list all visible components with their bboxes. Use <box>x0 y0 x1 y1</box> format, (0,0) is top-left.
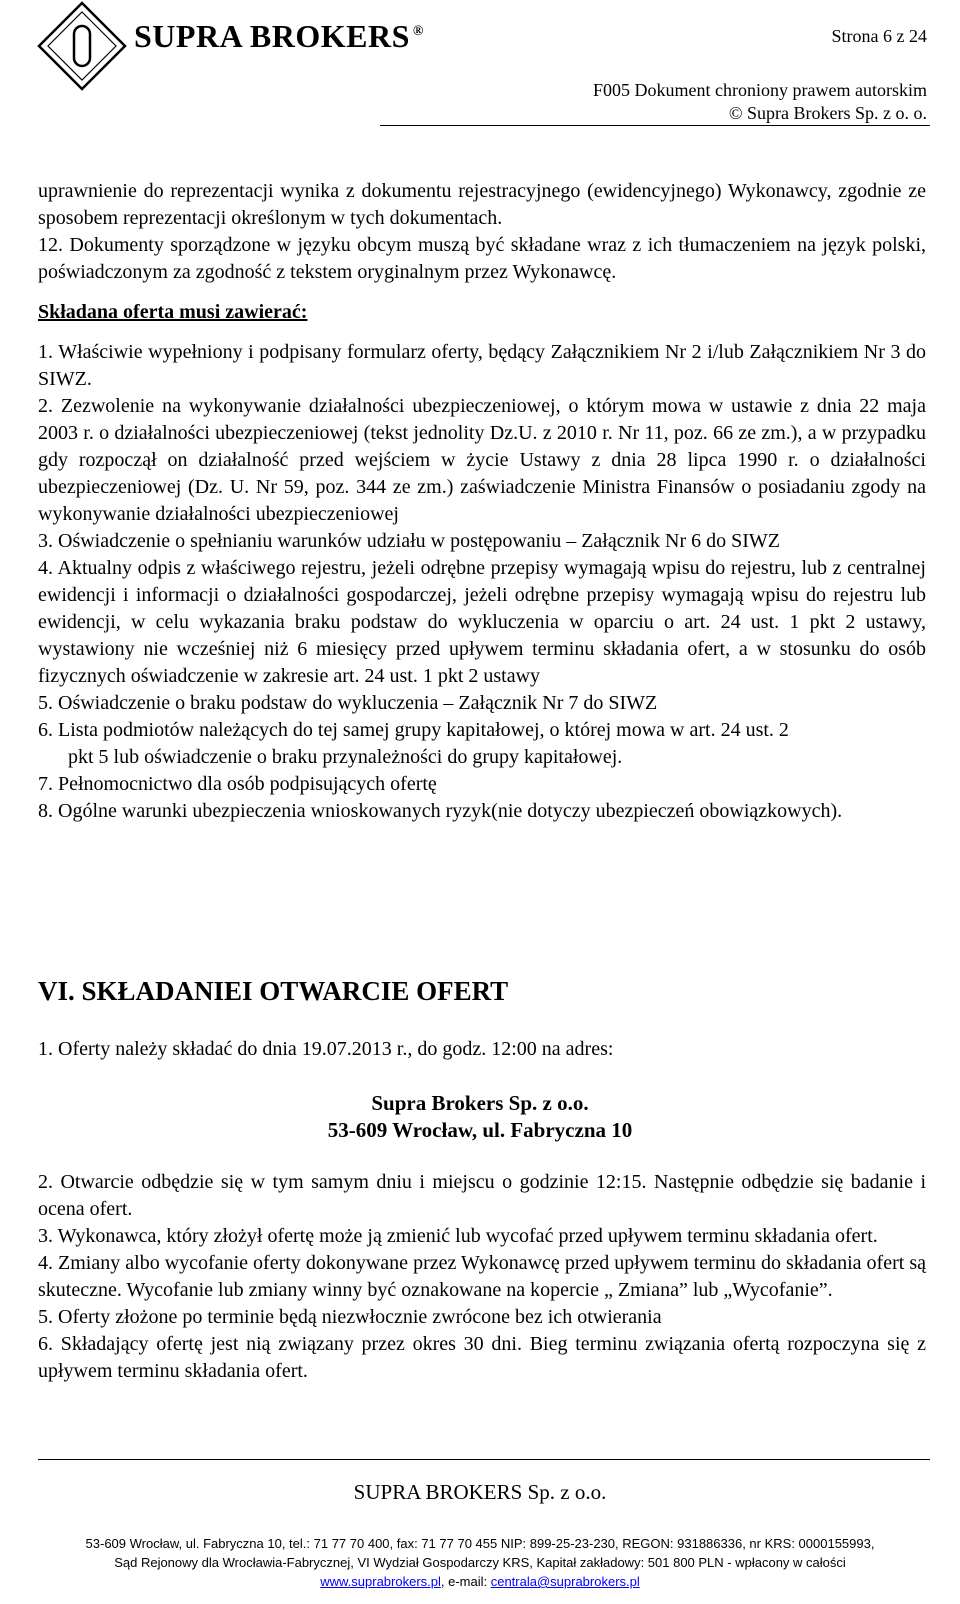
section-title: VI. SKŁADANIEI OTWARCIE OFERT <box>38 976 509 1006</box>
offer-item-6: 6. Lista podmiotów należących do tej samej grupy kapitałowej, o której mowa w art. 24 ust. 2 <box>38 719 789 741</box>
offer-item-5: 5. Oświadczenie o braku podstaw do wykluczenia – Załącznik Nr 7 do SIWZ <box>38 692 658 714</box>
copyright-owner: © Supra Brokers Sp. z o. o. <box>728 103 927 123</box>
section-item-3: 3. Wykonawca, który złożył ofertę może ją zmienić lub wycofać przed upływem terminu składania ofert. <box>38 1225 878 1247</box>
list-item-12: 12. Dokumenty sporządzone w języku obcym muszą być składane wraz z ich tłumaczeniem na język polski, poświadczonym za zgodność z tekstem oryginalnym przez Wykonawcę. <box>38 234 926 283</box>
footer-contact <box>0 1574 960 1589</box>
offer-requirements-heading: Składana oferta musi zawierać: <box>38 301 308 323</box>
footer-company: SUPRA BROKERS Sp. z o.o. <box>353 1480 607 1504</box>
registered-mark: ® <box>412 24 424 40</box>
brand-name: SUPRA BROKERS ® <box>134 18 424 54</box>
offer-item-2: 2. Zezwolenie na wykonywanie działalności ubezpieczeniowej, o którym mowa w ustawie z dnia 22 maja 2003 r. o działalności ubezpieczeniowej (tekst jednolity Dz.U. z 2010 r. Nr 11, poz. 66 ze zm.), a w przypadku gdy rozpoczął on działalność przed wejściem w życie Ustawy z dnia 28 lipca 1990 r. o działalności ubezpieczeniowej (Dz. U. Nr 59, poz. 344 ze zm.) zaświadczenie Ministra Finansów o posiadaniu zgody na wykonywanie działalności ubezpieczeniowej <box>38 395 926 525</box>
offer-item-1: 1. Właściwie wypełniony i podpisany formularz oferty, będący Załącznikiem Nr 2 i/lub Załącznikiem Nr 3 do SIWZ. <box>38 341 926 390</box>
offer-item-3: 3. Oświadczenie o spełnianiu warunków udziału w postępowaniu – Załącznik Nr 6 do SIWZ <box>38 530 781 552</box>
address-street: 53-609 Wrocław, ul. Fabryczna 10 <box>327 1118 633 1142</box>
section-item-2: 2. Otwarcie odbędzie się w tym samym dniu i miejscu o godzinie 12:15. Następnie odbędzie się badanie i ocena ofert. <box>38 1171 926 1220</box>
address-company: Supra Brokers Sp. z o.o. <box>371 1091 589 1115</box>
footer-divider <box>38 1459 930 1460</box>
email-link[interactable]: centrala@suprabrokers.pl <box>490 1574 640 1589</box>
offer-item-8: 8. Ogólne warunki ubezpieczenia wnioskowanych ryzyk(nie dotyczy ubezpieczeń obowiązkowych). <box>38 800 843 822</box>
paragraph-continuation: uprawnienie do reprezentacji wynika z dokumentu rejestracyjnego (ewidencyjnego) Wykonawcy, zgodnie ze sposobem reprezentacji określonym w tych dokumentach. <box>38 180 926 229</box>
main-content <box>38 178 926 825</box>
offer-item-4: 4. Aktualny odpis z właściwego rejestru, jeżeli odrębne przepisy wymagają wpisu do rejestru, lub z centralnej ewidencji i informacji o działalności gospodarczej, jeżeli odrębne przepisy wymagają wpisu do rejestru lub ewidencji, w celu wykazania braku podstaw do wykluczenia w oparciu o art. 24 ust. 1 pkt 2 ustawy, wystawiony nie wcześniej niż 6 miesięcy przed upływem terminu składania ofert, a w stosunku do osób fizycznych oświadczenie w zakresie art. 24 ust. 1 pkt 2 ustawy <box>38 557 926 687</box>
section-items <box>38 1169 926 1385</box>
header-divider <box>380 125 930 126</box>
website-link[interactable]: www.suprabrokers.pl <box>320 1574 441 1589</box>
section-item-5: 5. Oferty złożone po terminie będą niezwłocznie zwrócone bez ich otwierania <box>38 1306 662 1328</box>
offer-item-6-continued: pkt 5 lub oświadczenie o braku przynależności do grupy kapitałowej. <box>68 746 623 768</box>
section-item-1-text: 1. Oferty należy składać do dnia 19.07.2013 r., do godz. 12:00 na adres: <box>38 1038 614 1060</box>
supra-brokers-logo-icon <box>36 0 128 92</box>
section-item-6: 6. Składający ofertę jest nią związany przez okres 30 dni. Bieg terminu związania ofertą rozpoczyna się z upływem terminu składania ofert. <box>38 1333 926 1382</box>
footer-court-line: Sąd Rejonowy dla Wrocławia-Fabrycznej, VI Wydział Gospodarczy KRS, Kapitał zakładowy: 501 800 PLN - wpłacony w całości <box>114 1555 846 1570</box>
section-item-1 <box>38 1036 926 1063</box>
footer-address-line: 53-609 Wrocław, ul. Fabryczna 10, tel.: 71 77 70 400, fax: 71 77 70 455 NIP: 899-25-23-230, REGON: 931886336, nr KRS: 0000155993, <box>85 1536 875 1551</box>
copyright-notice: F005 Dokument chroniony prawem autorskim <box>593 80 927 100</box>
email-label: , e-mail: <box>440 1574 491 1589</box>
page-number: Strona 6 z 24 <box>831 26 927 46</box>
offer-item-7: 7. Pełnomocnictwo dla osób podpisujących ofertę <box>38 773 437 795</box>
section-item-4: 4. Zmiany albo wycofanie oferty dokonywane przez Wykonawcę przed upływem terminu do składania ofert są skuteczne. Wycofanie lub zmiany winny być oznakowane na kopercie „ Zmiana” lub „Wycofanie”. <box>38 1252 926 1301</box>
